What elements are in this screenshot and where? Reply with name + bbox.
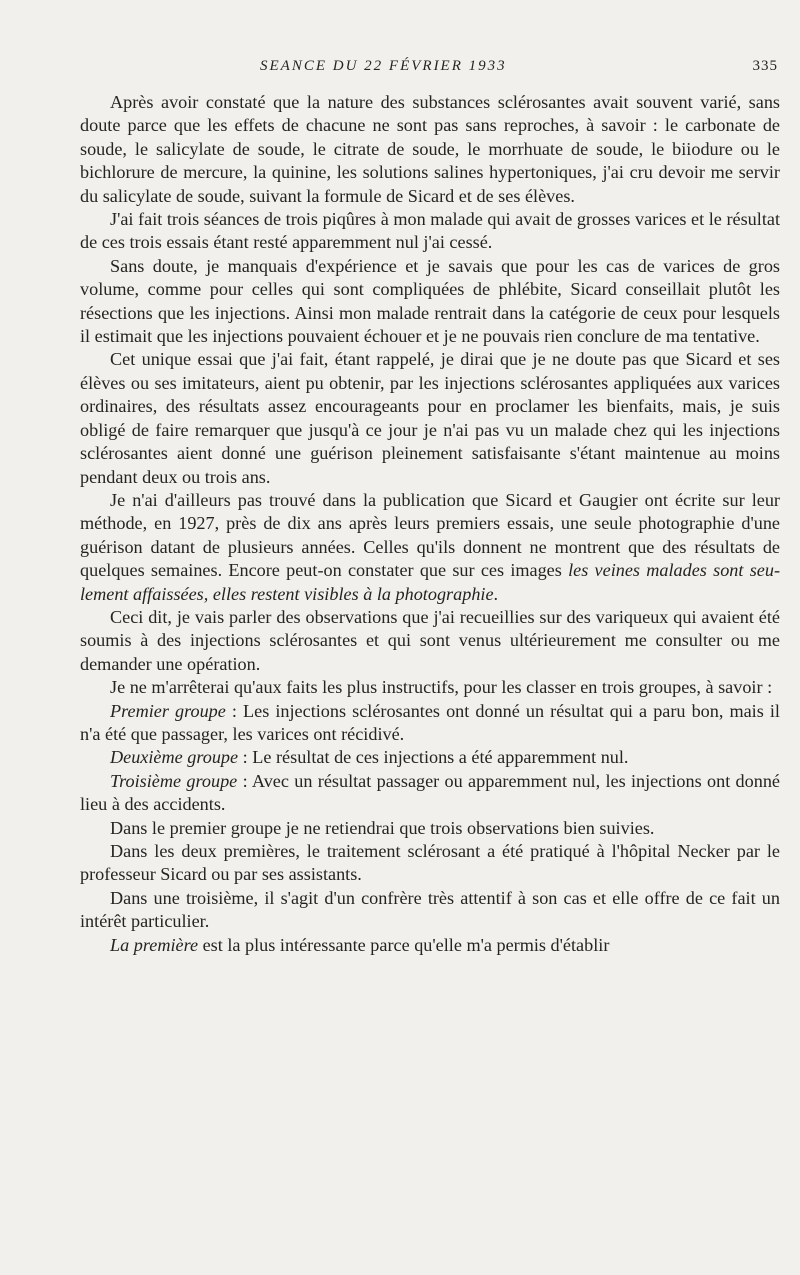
- text-span: : Avec un résultat passager ou apparemment nul, les injections ont donné lieu à des accidents.: [80, 770, 781, 815]
- text-span: Ceci dit, je vais parler des observations que j'ai recueillies sur des variqueux qui avaient été soumis à des injections sclérosantes et qui sont venus ultérieurement me consulter ou me demander une opération.: [80, 606, 780, 674]
- italic-text: les veines malades sont seulement affaissées, elles restent visibles à la photographie: [80, 560, 781, 604]
- paragraph: [80, 91, 780, 208]
- paragraph: [80, 348, 780, 488]
- paragraph: [80, 700, 780, 747]
- italic-text: La première: [110, 934, 199, 955]
- text-span: Après avoir constaté que la nature des substances sclérosantes avait souvent varié, sans doute parce que les effets de chacune ne sont pas sans reproches, à savoir : le carbonate de soude, le salicylate de soude, le citrate de soude, le morrhuate de soude, le biiodure ou le bichlorure de mercure, la quinine, les solutions salines hypertoniques, j'ai cru devoir me servir du salicylate de soude, suivant la formule de Sicard et de ses élèves.: [80, 92, 780, 206]
- text-span: J'ai fait trois séances de trois piqûres à mon malade qui avait de grosses varices et le résultat de ces trois essais étant resté apparemment nul j'ai cessé.: [80, 209, 780, 253]
- text-span: est la plus intéressante parce qu'elle m'a permis d'établir: [198, 934, 610, 955]
- body-text: [80, 91, 780, 957]
- text-span: Je n'ai d'ailleurs pas trouvé dans la publication que Sicard et Gaugier ont écrite sur leur méthode, en 1927, près de dix ans après leurs premiers essais, une seule photographie d'une guérison datant de plusieurs années. Celles qu'ils donnent ne montrent que des résultats de quelques semaines. Encore peut-on constater que sur ces images: [80, 489, 780, 581]
- text-span: : Le résultat de ces injections a été apparemment nul.: [238, 747, 629, 768]
- italic-text: Premier groupe: [110, 700, 226, 721]
- paragraph: [80, 770, 780, 817]
- text-span: Dans les deux premières, le traitement sclérosant a été pratiqué à l'hôpital Necker par le professeur Sicard ou par ses assistants.: [80, 841, 780, 885]
- paragraph: [80, 840, 780, 887]
- text-span: .: [493, 583, 499, 604]
- paragraph: [80, 746, 780, 769]
- text-span: : Les injections sclérosantes ont donné un résultat qui a paru bon, mais il n'a été que passager, les varices ont récidivé.: [80, 700, 780, 744]
- text-span: Dans une troisième, il s'agit d'un confrère très attentif à son cas et elle offre de ce fait un intérêt particulier.: [80, 887, 780, 932]
- paragraph: [80, 817, 780, 840]
- text-span: Dans le premier groupe je ne retiendrai que trois observations bien suivies.: [110, 817, 655, 838]
- text-span: Je ne m'arrêterai qu'aux faits les plus instructifs, pour les classer en trois groupes, à savoir :: [110, 677, 773, 698]
- header-title: SEANCE DU 22 FÉVRIER 1933: [260, 58, 507, 74]
- paragraph: [80, 606, 780, 676]
- italic-text: Deuxième groupe: [110, 747, 239, 768]
- paragraph: [80, 934, 780, 957]
- text-span: Sans doute, je manquais d'expérience et je savais que pour les cas de varices de gros volume, comme pour celles qui sont compliquées de phlébite, Sicard conseillait plutôt les résections que les injections. Ainsi mon malade rentrait dans la catégorie de ceux pour lesquels il estimait que les injections pouvaient échouer et je ne pouvais rien conclure de ma tentative.: [80, 255, 780, 347]
- italic-text: Troisième groupe: [110, 770, 238, 791]
- paragraph: [80, 676, 780, 699]
- paragraph: [80, 255, 780, 349]
- paragraph: [80, 208, 780, 255]
- running-header: [80, 58, 800, 86]
- text-span: Cet unique essai que j'ai fait, étant rappelé, je dirai que je ne doute pas que Sicard et ses élèves ou ses imitateurs, aient pu obtenir, par les injections sclérosantes appliquées aux varices ordinaires, des résultats assez encourageants pour en proclamer les bienfaits, mais, je suis obligé de faire remarquer que jusqu'à ce jour je n'ai pas vu un malade chez qui les injections sclérosantes aient donné une guérison pleinement satisfaisante s'étant maintenue au moins pendant deux ou trois ans.: [80, 349, 780, 487]
- paragraph: [80, 887, 780, 934]
- page-number: 335: [752, 58, 778, 74]
- paragraph: [80, 489, 780, 606]
